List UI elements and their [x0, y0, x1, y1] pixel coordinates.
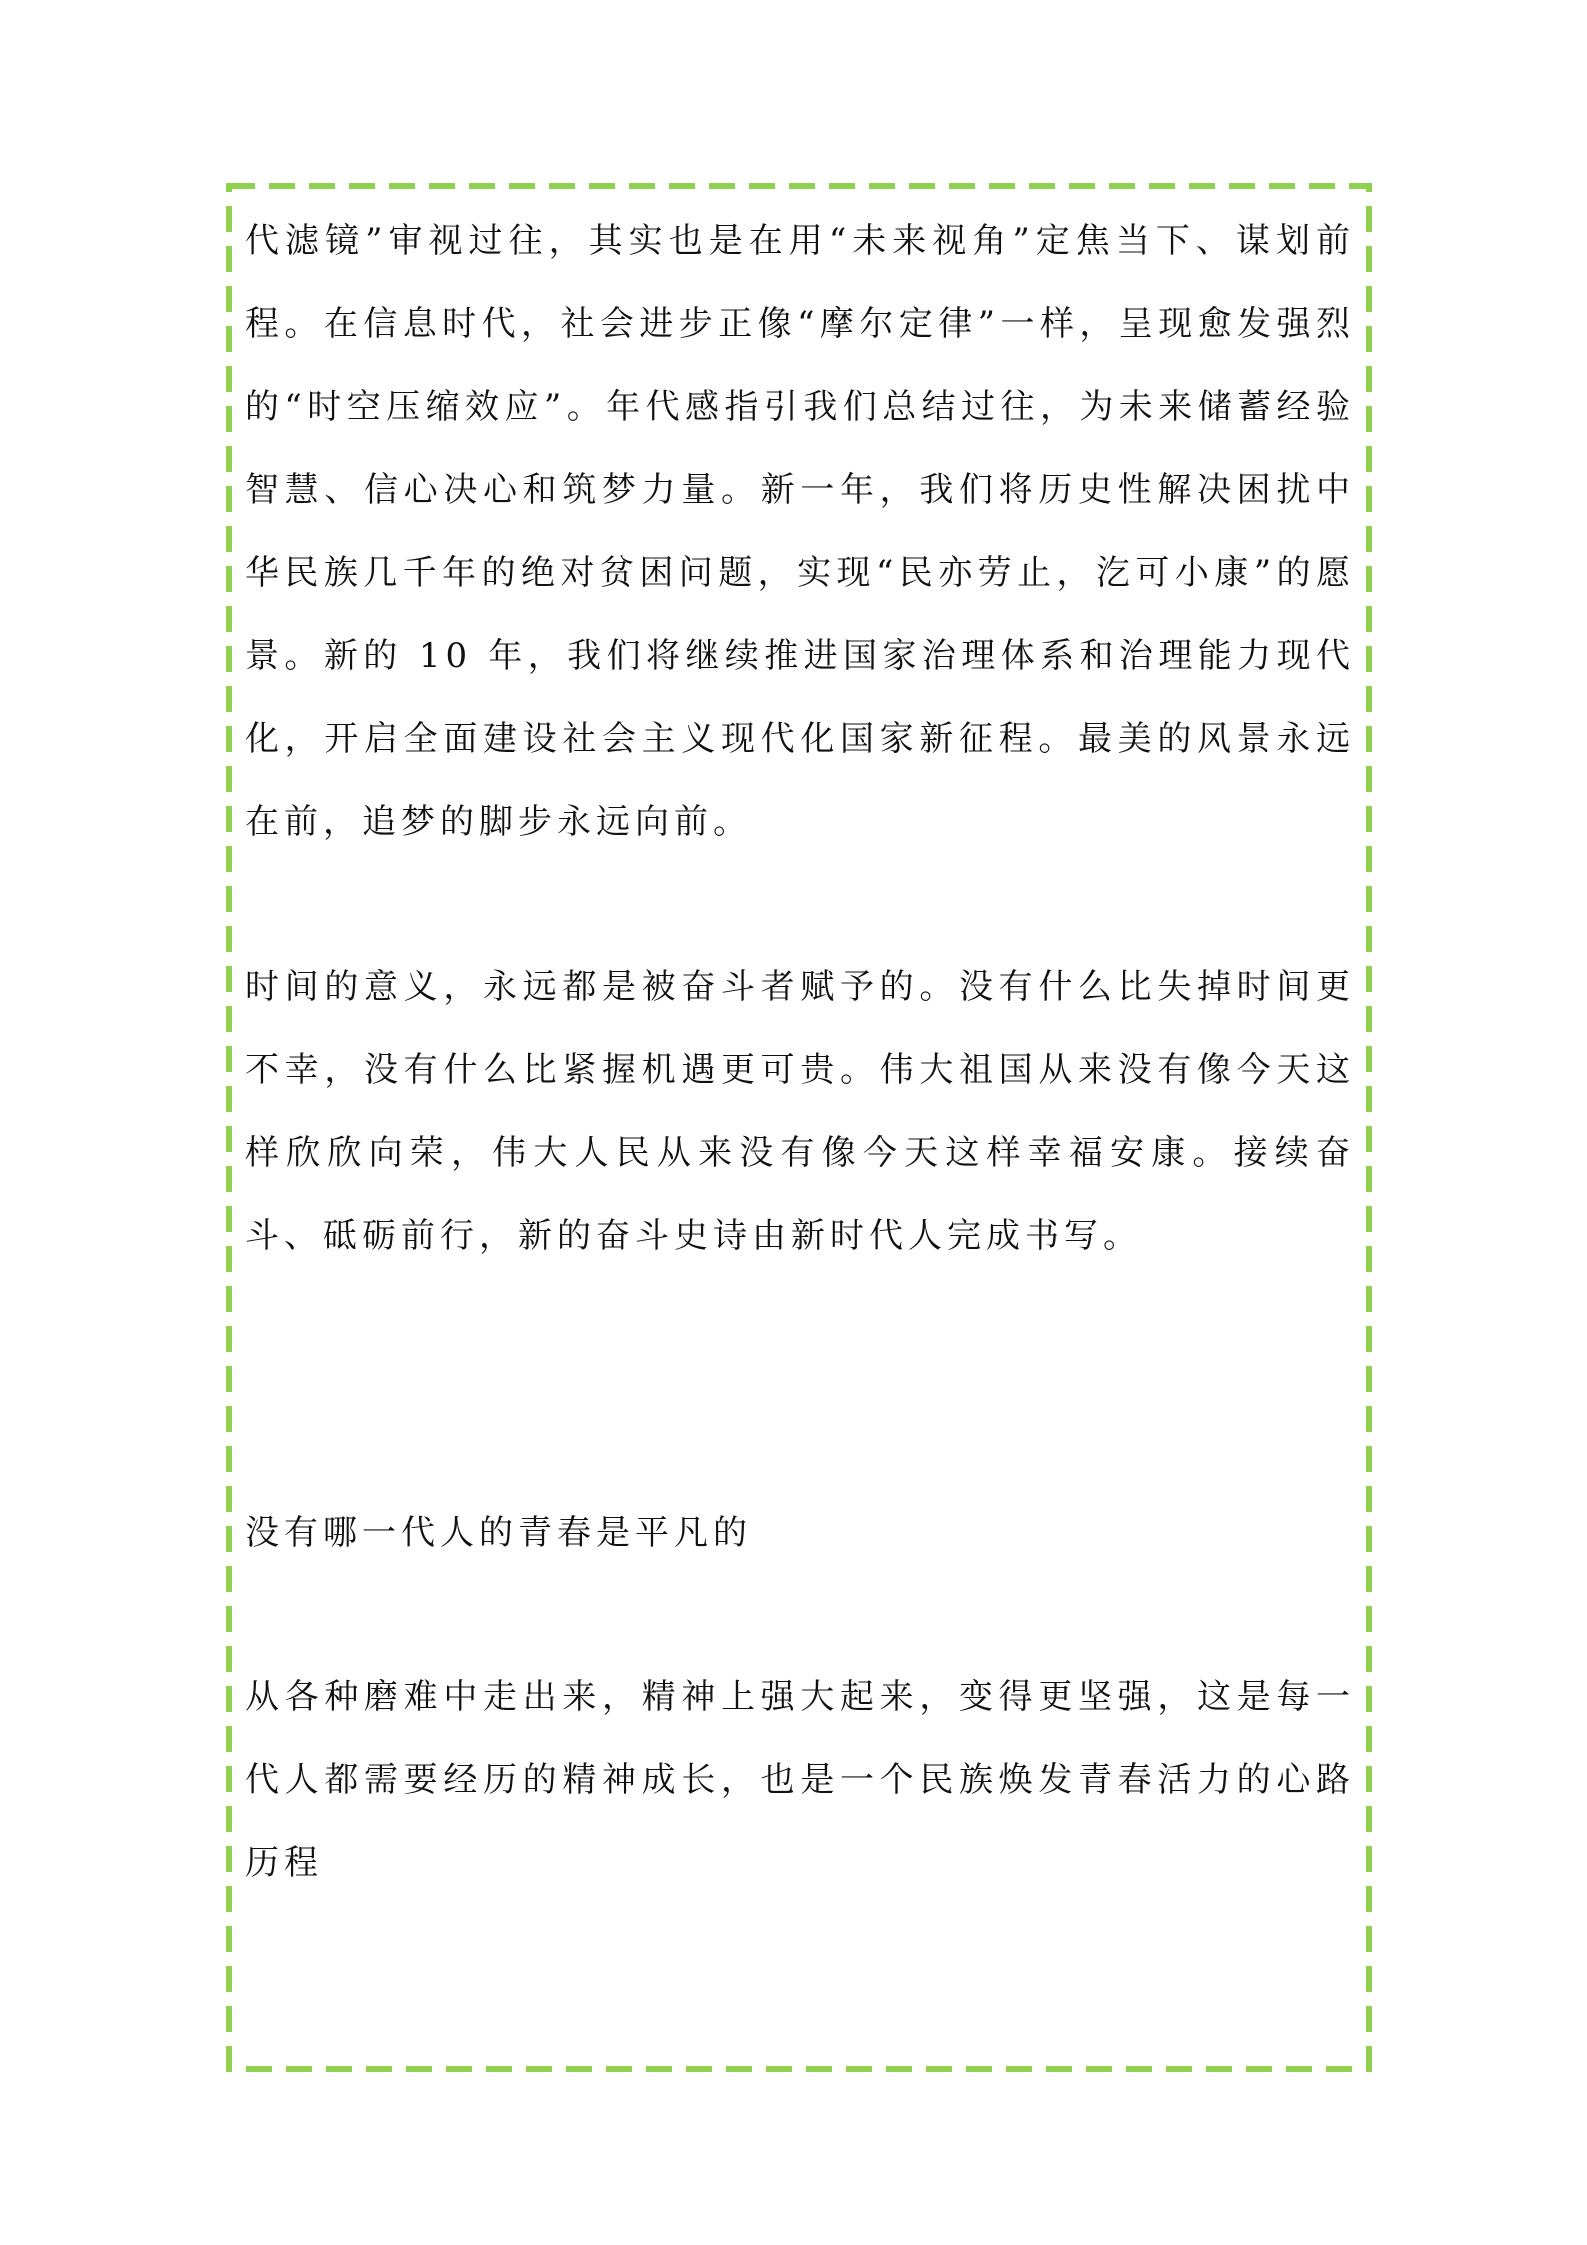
section-heading: 没有哪一代人的青春是平凡的 — [245, 1513, 752, 1553]
paragraph-2: 时间的意义，永远都是被奋斗者赋予的。没有什么比失掉时间更不幸，没有什么比紧握机遇更可贵。伟大祖国从来没有像今天这样欣欣向荣，伟大人民从来没有像今天这样幸福安康。接续奋斗、砥砺前行，新的奋斗史诗由新时代人完成书写。 — [245, 967, 1355, 1256]
paragraph-3: 从各种磨难中走出来，精神上强大起来，变得更坚强，这是每一代人都需要经历的精神成长，也是一个民族焕发青春活力的心路历程 — [245, 1677, 1355, 1883]
paragraph-1: 代滤镜”审视过往，其实也是在用“未来视角”定焦当下、谋划前程。在信息时代，社会进步正像“摩尔定律”一样，呈现愈发强烈的“时空压缩效应”。年代感指引我们总结过往，为未来储蓄经验智慧、信心决心和筑梦力量。新一年，我们将历史性解决困扰中华民族几千年的绝对贫困问题，实现“民亦劳止，汔可小康”的愿景。新的 10 年，我们将继续推进国家治理体系和治理能力现代化，开启全面建设社会主义现代化国家新征程。最美的风景永远在前，追梦的脚步永远向前。 — [245, 221, 1355, 842]
